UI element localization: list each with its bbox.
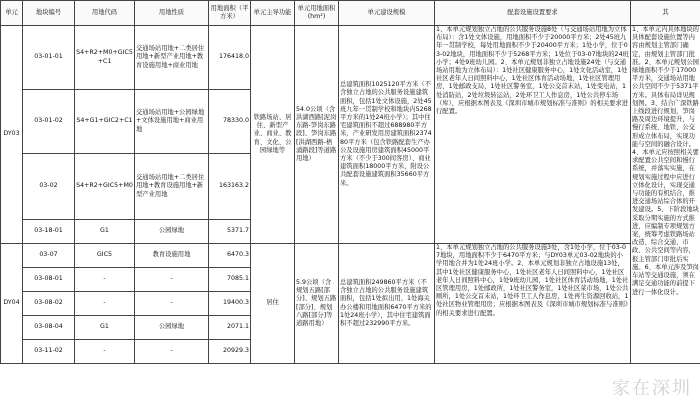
header-land-code: 用地代码 xyxy=(75,1,135,26)
header-parcel-id: 地块编号 xyxy=(23,1,75,26)
facility-requirements: 1、本单元规划独立占地的公共服务设施3处，含1处小学，位于03-07地块，用地面积不少于6470平方米；与DY03单元03-02地块的小学用地合并为1处24班小学。2、本单元规划非独立占地设施13处，其中1处社区健康服务中心，1处社区老年人日间照料中心，1处社区老年人日间照料中心，1处9班幼儿园，1处社区体育活动场地，1处社区管理用房，1处邮政所，1处社区警务室，1处社区菜市场，1处公共厕所，1处公交首末站，1处环卫工人作息房，1处再生资源回收站，1处社区物业管理用房；应根据本图表及《深圳市城市规划标准与准则》的相关要求进行配置。 xyxy=(435,244,631,364)
header-build-scale: 单元建设规模 xyxy=(339,1,435,26)
parcel-id: 03-02 xyxy=(23,154,75,220)
land-area: 20929.3 xyxy=(209,340,251,364)
header-unit: 单元 xyxy=(1,1,23,26)
land-code: S4+R2+GIC5+M0 xyxy=(75,154,135,220)
land-use: - xyxy=(135,292,209,316)
land-use: - xyxy=(135,340,209,364)
header-unit-area: 单元用地面积(hm²) xyxy=(295,1,339,26)
table-row xyxy=(1,244,700,268)
land-area: 6470.3 xyxy=(209,244,251,268)
table-row xyxy=(1,26,700,90)
land-area: 7085.1 xyxy=(209,268,251,292)
parcel-id: 03-07 xyxy=(23,244,75,268)
land-use: 教育设施用地 xyxy=(135,244,209,268)
land-code: - xyxy=(75,340,135,364)
land-use: 公园绿地 xyxy=(135,220,209,244)
unit-label-dy04: DY04 xyxy=(1,244,23,364)
land-use: 交通场站用地+二类居住用地+新型产业用地+教育设施用地+商业用地 xyxy=(135,26,209,90)
unit-area: 54.0公顷（含洪湖西路[泥岗东路-笋岗东路段]、笋岗东路[洪湖西路-梧涌路段]等道路用地） xyxy=(295,26,339,244)
land-use: 交通场站用地+公园绿地+文体设施用地+商业用地 xyxy=(135,90,209,154)
header-land-area: 用地面积（平方米） xyxy=(209,1,251,26)
header-land-use: 用地性质 xyxy=(135,1,209,26)
land-code: - xyxy=(75,292,135,316)
parcel-id: 03-11-02 xyxy=(23,340,75,364)
land-area: 176418.0 xyxy=(209,26,251,90)
header-facilities: 配套设施设置要求 xyxy=(435,1,631,26)
parcel-id: 03-01-02 xyxy=(23,90,75,154)
main-function: 铁路场站、居住、新型产业、商业、教育、文化、公园绿地等 xyxy=(251,26,295,244)
parcel-id: 03-08-02 xyxy=(23,292,75,316)
land-code: G1 xyxy=(75,316,135,340)
parcel-id: 03-18-01 xyxy=(23,220,75,244)
land-area: 5371.7 xyxy=(209,220,251,244)
parcel-id: 03-08-01 xyxy=(23,268,75,292)
main-function: 居住 xyxy=(251,244,295,364)
header-other: 其 xyxy=(631,1,700,26)
build-scale: 总建筑面积1025120平方米（不含独立占地的公共服务设施建筑面积，包括1处文体设施，2处45班九年一贯制学校和地块内5268平方米的1处24班小学）；其中住宅建筑面积不超过688980平方米，产业研发用房建筑面积237480平方米（包含铁路配套生产办公及设施用房建筑面积45000平方米（不少于300间客房）、商业建筑面积18000平方米，附设公共配套设施建筑面积35660平方米。 xyxy=(339,26,435,244)
land-use: 公园绿地 xyxy=(135,316,209,340)
facility-requirements: 1、本单元规划独立占地的公共服务设施8处（与交通场站用地为立体布局）：含1处文体设施，用地面积不少于20000平方米；2处45班九年一贯制学校，每处用地面积不少于20400平方米；1处小学，位于03-02地块，用地面积不少于5268平方米；1处位于03-07地块的24班小学；4处9班幼儿园。2、本单元规划非独立占地设施24处（与交通场站用地为立体布局）：1处社区健康服务中心，1处文化活动室，1处社区老年人日间照料中心，1处社区体育活动场地，1处社区管理用房，1处邮政支局，1处社区警务室，1处公交首末站，1处变电站，1处消防站，2处垃圾转运站，2处环卫工人作息房，1处公共停车场（库），应根据本图表及《深圳市城市规划标准与准则》的相关要求进行配置。 xyxy=(435,26,631,244)
land-code: GIC5 xyxy=(75,244,135,268)
unit-label-dy03: DY03 xyxy=(1,26,23,244)
parcel-id: 03-08-04 xyxy=(23,316,75,340)
land-code: S4+G1+GIC2+C1 xyxy=(75,90,135,154)
parcel-id: 03-01-01 xyxy=(23,26,75,90)
land-code: S4+R2+M0+GIC5+C1 xyxy=(75,26,135,90)
watermark: 家在深圳 xyxy=(612,378,692,399)
header-row xyxy=(1,1,700,26)
land-use: - xyxy=(135,268,209,292)
land-use: 交通场站用地+二类居住用地+教育设施用地+新型产业用地 xyxy=(135,154,209,220)
land-code: - xyxy=(75,268,135,292)
unit-area: 5.9公顷（含规划五路[部分]、规划五路[部分]、规划八路[部分]等道路用地） xyxy=(295,244,339,364)
build-scale: 总建筑面积249860平方米（不含独立占地的公共服务设施建筑面积，包括1处拟出用、1处海关办公楼和用地面积6470平方米的1处24班小学），其中住宅建筑面积不超过232990平方米。 xyxy=(339,244,435,364)
land-code: G1 xyxy=(75,220,135,244)
land-area: 78330.0 xyxy=(209,90,251,154)
land-area: 19400.3 xyxy=(209,292,251,316)
other-requirements: 1、本单元内具体地块的具体配套设施位置等内容由规划主管部门确定，由规划主管部门批准。2、本单元规划公园绿地面积不少于17000平方米，交通场站用地公共空间不少于5371平方米。具体布局详见规划图。3、结合广深铁路上线段进行规划，笋岗路及周边环境提升，与慢行系统、地铁、公交形成立体布局，实现功能与空间的融合设计。4、本单元应按照相关要求配置公共空间和慢行系统，并落实实施，在规划实施过程中应进行立体化设计，实现交通与功能的有机结合，推进交通场站综合体的开发建设。5、下阶段地块采取分期实施的方式推进，应编制专项规划方案，统筹考虑铁路场站改造、综合交通、市政、公共空间等内容，报主管部门审批后实施。6、本单元涉及笋岗车站等交通设施，须在满足交通功能的前提下进行一体化设计。 xyxy=(631,26,700,364)
land-area: 163163.2 xyxy=(209,154,251,220)
header-main-function: 单元主导功能 xyxy=(251,1,295,26)
land-area: 2071.1 xyxy=(209,316,251,340)
